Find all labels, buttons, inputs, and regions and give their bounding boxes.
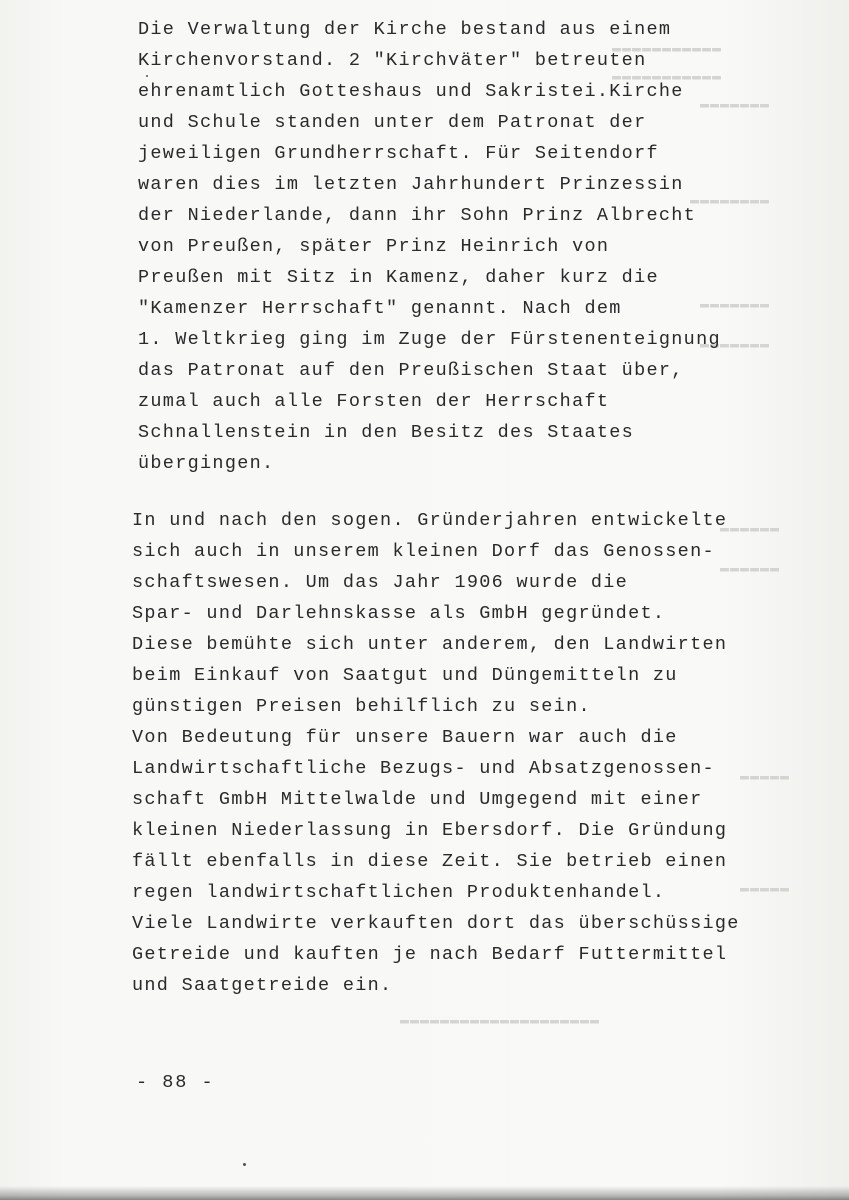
show-through-mark: ▬▬▬▬▬▬▬▬▬▬▬ — [612, 68, 723, 85]
text-line: von Preußen, später Prinz Heinrich von — [138, 236, 610, 257]
show-through-mark: ▬▬▬▬▬▬▬▬ — [690, 192, 771, 209]
text-line: "Kamenzer Herrschaft" genannt. Nach dem — [138, 298, 622, 319]
text-line: Preußen mit Sitz in Kamenz, daher kurz die — [138, 267, 659, 288]
show-through-mark: ▬▬▬▬▬▬▬▬▬▬▬ — [612, 40, 723, 57]
dust-speck — [243, 1163, 246, 1166]
text-line: schaft GmbH Mittelwalde und Umgegend mit einer — [132, 789, 703, 810]
text-line: Die Verwaltung der Kirche bestand aus einem — [138, 19, 672, 40]
text-line: Schnallenstein in den Besitz des Staates — [138, 422, 635, 443]
text-line: günstigen Preisen behilflich zu sein. — [132, 696, 591, 717]
show-through-mark: ▬▬▬▬▬▬▬ — [700, 96, 771, 113]
show-through-mark: ▬▬▬▬▬▬▬▬▬▬▬▬▬▬▬▬▬▬▬▬ — [400, 1012, 601, 1029]
show-through-mark: ▬▬▬▬▬▬ — [720, 560, 781, 577]
text-line: Diese bemühte sich unter anderem, den Landwirten — [132, 634, 728, 655]
text-line: Von Bedeutung für unsere Bauern war auch die — [132, 727, 678, 748]
text-line: waren dies im letzten Jahrhundert Prinzessin — [138, 174, 684, 195]
text-line: Viele Landwirte verkauften dort das überschüssige — [132, 913, 740, 934]
text-line: beim Einkauf von Saatgut und Düngemitteln zu — [132, 665, 678, 686]
text-line: Kirchenvorstand. 2 "Kirchväter" betreuten — [138, 50, 647, 71]
text-line: Spar- und Darlehnskasse als GmbH gegründet. — [132, 603, 666, 624]
dust-speck — [146, 75, 148, 77]
text-line: kleinen Niederlassung in Ebersdorf. Die Gründung — [132, 820, 728, 841]
text-line: Getreide und kauften je nach Bedarf Futtermittel — [132, 944, 728, 965]
paragraph-church-administration — [138, 14, 721, 479]
text-line: Landwirtschaftliche Bezugs- und Absatzgenossen- — [132, 758, 715, 779]
text-line: jeweiligen Grundherrschaft. Für Seitendorf — [138, 143, 659, 164]
text-line: übergingen. — [138, 453, 275, 474]
show-through-mark: ▬▬▬▬▬▬ — [720, 520, 781, 537]
text-line: schaftswesen. Um das Jahr 1906 wurde die — [132, 572, 629, 593]
text-line: zumal auch alle Forsten der Herrschaft — [138, 391, 610, 412]
page-number: - 88 - — [136, 1072, 215, 1093]
show-through-mark: ▬▬▬▬▬ — [740, 768, 791, 785]
show-through-mark: ▬▬▬▬▬▬▬ — [700, 296, 771, 313]
text-line: ehrenamtlich Gotteshaus und Sakristei.Kirche — [138, 81, 684, 102]
text-line: der Niederlande, dann ihr Sohn Prinz Albrecht — [138, 205, 697, 226]
text-line: und Saatgetreide ein. — [132, 975, 393, 996]
text-line: und Schule standen unter dem Patronat der — [138, 112, 647, 133]
scan-edge-shadow — [0, 1186, 849, 1200]
show-through-mark: ▬▬▬▬▬ — [740, 880, 791, 897]
text-line: sich auch in unserem kleinen Dorf das Genossen- — [132, 541, 715, 562]
paragraph-cooperatives — [132, 505, 740, 1001]
text-line: In und nach den sogen. Gründerjahren entwickelte — [132, 510, 728, 531]
text-line: fällt ebenfalls in diese Zeit. Sie betrieb einen — [132, 851, 728, 872]
text-line: das Patronat auf den Preußischen Staat über, — [138, 360, 684, 381]
text-line: 1. Weltkrieg ging im Zuge der Fürstenenteignung — [138, 329, 721, 350]
show-through-mark: ▬▬▬▬▬▬▬ — [700, 336, 771, 353]
text-line: regen landwirtschaftlichen Produktenhandel. — [132, 882, 666, 903]
